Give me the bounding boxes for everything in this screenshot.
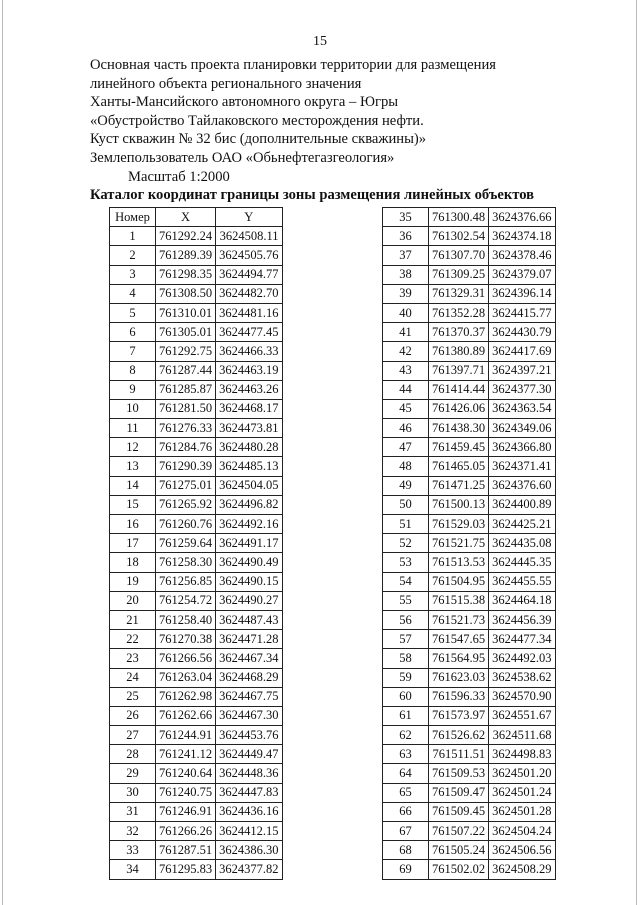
table-row [383, 841, 556, 860]
coord-y: 3624377.82 [216, 860, 282, 879]
coord-y: 3624490.49 [216, 553, 282, 572]
coord-x: 761258.40 [156, 610, 216, 629]
point-number: 18 [110, 553, 156, 572]
table-row [110, 726, 283, 745]
table-row [383, 591, 556, 610]
coord-x: 761426.06 [429, 399, 489, 418]
coord-y: 3624363.54 [489, 399, 555, 418]
coord-y: 3624480.28 [216, 438, 282, 457]
coord-y: 3624511.68 [489, 726, 555, 745]
table-row [383, 476, 556, 495]
point-number: 48 [383, 457, 429, 476]
coord-y: 3624506.56 [489, 841, 555, 860]
point-number: 58 [383, 649, 429, 668]
coord-x: 761529.03 [429, 515, 489, 534]
point-number: 34 [110, 860, 156, 879]
point-number: 30 [110, 783, 156, 802]
table-row [110, 227, 283, 246]
coord-y: 3624453.76 [216, 726, 282, 745]
coord-y: 3624490.27 [216, 591, 282, 610]
coord-x: 761295.83 [156, 860, 216, 879]
coord-y: 3624447.83 [216, 783, 282, 802]
point-number: 31 [110, 802, 156, 821]
point-number: 6 [110, 323, 156, 342]
point-number: 14 [110, 476, 156, 495]
point-number: 21 [110, 610, 156, 629]
point-number: 47 [383, 438, 429, 457]
point-number: 56 [383, 610, 429, 629]
point-number: 62 [383, 726, 429, 745]
table-row [383, 822, 556, 841]
coord-y: 3624448.36 [216, 764, 282, 783]
page-right-edge [636, 0, 637, 905]
coord-x: 761564.95 [429, 649, 489, 668]
coord-x: 761246.91 [156, 802, 216, 821]
coord-y: 3624378.46 [489, 246, 555, 265]
table-row [110, 342, 283, 361]
table-row [383, 534, 556, 553]
point-number: 26 [110, 706, 156, 725]
title-line-1: Основная часть проекта планировки территории для размещения [90, 57, 496, 73]
header-x: X [156, 208, 216, 227]
table-row [110, 706, 283, 725]
coord-y: 3624430.79 [489, 323, 555, 342]
point-number: 41 [383, 323, 429, 342]
coord-y: 3624481.16 [216, 303, 282, 322]
point-number: 43 [383, 361, 429, 380]
coord-x: 761513.53 [429, 553, 489, 572]
coord-x: 761281.50 [156, 399, 216, 418]
table-row [110, 822, 283, 841]
point-number: 35 [383, 208, 429, 227]
coord-y: 3624464.18 [489, 591, 555, 610]
point-number: 19 [110, 572, 156, 591]
table-row [110, 380, 283, 399]
point-number: 3 [110, 265, 156, 284]
table-row [110, 361, 283, 380]
table-row [383, 284, 556, 303]
coord-x: 761259.64 [156, 534, 216, 553]
table-row [110, 630, 283, 649]
page-left-edge [2, 0, 3, 905]
coord-y: 3624477.45 [216, 323, 282, 342]
table-row [110, 457, 283, 476]
point-number: 54 [383, 572, 429, 591]
coord-y: 3624376.66 [489, 208, 555, 227]
coord-x: 761254.72 [156, 591, 216, 610]
coord-y: 3624445.35 [489, 553, 555, 572]
coord-y: 3624501.24 [489, 783, 555, 802]
point-number: 38 [383, 265, 429, 284]
coord-y: 3624496.82 [216, 495, 282, 514]
coord-y: 3624551.67 [489, 706, 555, 725]
table-row [383, 783, 556, 802]
point-number: 28 [110, 745, 156, 764]
point-number: 46 [383, 419, 429, 438]
coord-x: 761240.64 [156, 764, 216, 783]
point-number: 67 [383, 822, 429, 841]
table-row [110, 591, 283, 610]
coord-x: 761300.48 [429, 208, 489, 227]
point-number: 44 [383, 380, 429, 399]
coord-x: 761287.44 [156, 361, 216, 380]
coordinates-right-body [383, 208, 556, 880]
table-row [383, 438, 556, 457]
coord-y: 3624468.17 [216, 399, 282, 418]
point-number: 29 [110, 764, 156, 783]
point-number: 39 [383, 284, 429, 303]
coord-y: 3624417.69 [489, 342, 555, 361]
coord-x: 761526.62 [429, 726, 489, 745]
coord-x: 761596.33 [429, 687, 489, 706]
point-number: 60 [383, 687, 429, 706]
coord-y: 3624412.15 [216, 822, 282, 841]
coord-x: 761275.01 [156, 476, 216, 495]
coord-y: 3624538.62 [489, 668, 555, 687]
catalog-title: Каталог координат границы зоны размещения линейных объектов [90, 187, 535, 204]
coord-y: 3624498.83 [489, 745, 555, 764]
point-number: 2 [110, 246, 156, 265]
table-row [383, 687, 556, 706]
coord-y: 3624501.20 [489, 764, 555, 783]
coord-x: 761380.89 [429, 342, 489, 361]
table-row [110, 534, 283, 553]
table-row [383, 419, 556, 438]
table-row [383, 361, 556, 380]
coord-x: 761289.39 [156, 246, 216, 265]
coordinates-left-body [110, 227, 283, 879]
coord-x: 761241.12 [156, 745, 216, 764]
title-line-6: Землепользователь ОАО «Обьнефтегазгеология» [90, 149, 395, 166]
point-number: 53 [383, 553, 429, 572]
document-header [90, 56, 570, 205]
point-number: 12 [110, 438, 156, 457]
point-number: 32 [110, 822, 156, 841]
coord-y: 3624468.29 [216, 668, 282, 687]
coord-x: 761511.51 [429, 745, 489, 764]
table-row [110, 265, 283, 284]
coord-x: 761509.53 [429, 764, 489, 783]
point-number: 4 [110, 284, 156, 303]
coord-x: 761352.28 [429, 303, 489, 322]
table-row [383, 457, 556, 476]
coord-x: 761292.75 [156, 342, 216, 361]
table-row [383, 860, 556, 879]
coord-x: 761276.33 [156, 419, 216, 438]
coord-x: 761459.45 [429, 438, 489, 457]
coord-x: 761310.01 [156, 303, 216, 322]
point-number: 49 [383, 476, 429, 495]
table-row [383, 706, 556, 725]
coord-y: 3624504.24 [489, 822, 555, 841]
table-row [110, 515, 283, 534]
table-row [383, 380, 556, 399]
title-line-2: линейного объекта регионального значения [90, 75, 362, 92]
point-number: 55 [383, 591, 429, 610]
coord-y: 3624435.08 [489, 534, 555, 553]
coord-y: 3624490.15 [216, 572, 282, 591]
coord-y: 3624371.41 [489, 457, 555, 476]
table-row [110, 802, 283, 821]
coord-y: 3624492.03 [489, 649, 555, 668]
coord-y: 3624487.43 [216, 610, 282, 629]
coord-y: 3624467.34 [216, 649, 282, 668]
title-line-5: Куст скважин № 32 бис (дополнительные скважины)» [90, 131, 427, 148]
table-row [110, 668, 283, 687]
coord-y: 3624477.34 [489, 630, 555, 649]
table-row [110, 419, 283, 438]
table-row [383, 342, 556, 361]
point-number: 15 [110, 495, 156, 514]
point-number: 36 [383, 227, 429, 246]
table-row [110, 246, 283, 265]
coord-y: 3624455.55 [489, 572, 555, 591]
coord-x: 761370.37 [429, 323, 489, 342]
coord-x: 761573.97 [429, 706, 489, 725]
coord-x: 761547.65 [429, 630, 489, 649]
table-row [110, 860, 283, 879]
coord-x: 761502.02 [429, 860, 489, 879]
coord-x: 761308.50 [156, 284, 216, 303]
point-number: 45 [383, 399, 429, 418]
coord-x: 761240.75 [156, 783, 216, 802]
coord-x: 761509.47 [429, 783, 489, 802]
point-number: 63 [383, 745, 429, 764]
coord-x: 761305.01 [156, 323, 216, 342]
table-row [110, 284, 283, 303]
coord-y: 3624397.21 [489, 361, 555, 380]
table-row [383, 553, 556, 572]
table-row [110, 841, 283, 860]
table-row [383, 726, 556, 745]
point-number: 59 [383, 668, 429, 687]
table-row [110, 553, 283, 572]
coord-y: 3624436.16 [216, 802, 282, 821]
table-header-row [110, 208, 283, 227]
coord-x: 761262.98 [156, 687, 216, 706]
point-number: 1 [110, 227, 156, 246]
coord-x: 761329.31 [429, 284, 489, 303]
coord-x: 761509.45 [429, 802, 489, 821]
point-number: 64 [383, 764, 429, 783]
table-row [383, 745, 556, 764]
coord-y: 3624473.81 [216, 419, 282, 438]
point-number: 52 [383, 534, 429, 553]
coord-y: 3624467.75 [216, 687, 282, 706]
point-number: 68 [383, 841, 429, 860]
table-row [110, 649, 283, 668]
title-line-3: Ханты-Мансийского автономного округа – Югры [90, 94, 399, 111]
coord-x: 761284.76 [156, 438, 216, 457]
coord-y: 3624504.05 [216, 476, 282, 495]
table-row [110, 495, 283, 514]
coord-x: 761265.92 [156, 495, 216, 514]
coord-x: 761505.24 [429, 841, 489, 860]
coord-y: 3624501.28 [489, 802, 555, 821]
table-row [383, 802, 556, 821]
point-number: 5 [110, 303, 156, 322]
table-row [383, 668, 556, 687]
coord-y: 3624466.33 [216, 342, 282, 361]
coord-x: 761266.56 [156, 649, 216, 668]
point-number: 7 [110, 342, 156, 361]
point-number: 50 [383, 495, 429, 514]
coord-x: 761521.75 [429, 534, 489, 553]
point-number: 13 [110, 457, 156, 476]
table-row [110, 438, 283, 457]
coord-y: 3624456.39 [489, 610, 555, 629]
point-number: 37 [383, 246, 429, 265]
coord-y: 3624425.21 [489, 515, 555, 534]
coord-y: 3624570.90 [489, 687, 555, 706]
coord-y: 3624463.26 [216, 380, 282, 399]
point-number: 69 [383, 860, 429, 879]
coord-x: 761262.66 [156, 706, 216, 725]
coord-x: 761302.54 [429, 227, 489, 246]
table-row [383, 610, 556, 629]
coord-x: 761244.91 [156, 726, 216, 745]
coord-y: 3624376.60 [489, 476, 555, 495]
header-number: Номер [110, 208, 156, 227]
coord-x: 761292.24 [156, 227, 216, 246]
coord-x: 761263.04 [156, 668, 216, 687]
coord-x: 761500.13 [429, 495, 489, 514]
coordinates-table-left [109, 207, 283, 880]
coord-y: 3624396.14 [489, 284, 555, 303]
table-row [110, 764, 283, 783]
coord-x: 761465.05 [429, 457, 489, 476]
coord-x: 761266.26 [156, 822, 216, 841]
header-y: Y [216, 208, 282, 227]
page-number: 15 [313, 34, 327, 49]
coord-x: 761414.44 [429, 380, 489, 399]
coord-x: 761521.73 [429, 610, 489, 629]
coord-y: 3624349.06 [489, 419, 555, 438]
point-number: 40 [383, 303, 429, 322]
table-row [383, 323, 556, 342]
table-row [383, 227, 556, 246]
point-number: 16 [110, 515, 156, 534]
coord-y: 3624449.47 [216, 745, 282, 764]
table-row [383, 572, 556, 591]
table-row [110, 476, 283, 495]
table-row [383, 208, 556, 227]
table-row [110, 572, 283, 591]
point-number: 42 [383, 342, 429, 361]
table-row [110, 783, 283, 802]
point-number: 27 [110, 726, 156, 745]
table-row [383, 764, 556, 783]
coord-y: 3624366.80 [489, 438, 555, 457]
table-row [110, 687, 283, 706]
coord-y: 3624463.19 [216, 361, 282, 380]
coord-y: 3624508.11 [216, 227, 282, 246]
table-row [110, 745, 283, 764]
coord-y: 3624471.28 [216, 630, 282, 649]
point-number: 61 [383, 706, 429, 725]
coord-x: 761471.25 [429, 476, 489, 495]
coord-y: 3624400.89 [489, 495, 555, 514]
point-number: 22 [110, 630, 156, 649]
coord-x: 761270.38 [156, 630, 216, 649]
coord-x: 761285.87 [156, 380, 216, 399]
table-row [383, 303, 556, 322]
point-number: 10 [110, 399, 156, 418]
point-number: 66 [383, 802, 429, 821]
coord-x: 761438.30 [429, 419, 489, 438]
coord-x: 761515.38 [429, 591, 489, 610]
table-row [383, 630, 556, 649]
point-number: 65 [383, 783, 429, 802]
point-number: 9 [110, 380, 156, 399]
table-row [110, 323, 283, 342]
point-number: 57 [383, 630, 429, 649]
coord-y: 3624386.30 [216, 841, 282, 860]
coord-y: 3624491.17 [216, 534, 282, 553]
table-row [383, 649, 556, 668]
table-row [110, 303, 283, 322]
point-number: 11 [110, 419, 156, 438]
point-number: 17 [110, 534, 156, 553]
coord-x: 761397.71 [429, 361, 489, 380]
scale-label: Масштаб 1:2000 [128, 168, 230, 185]
coord-y: 3624377.30 [489, 380, 555, 399]
coord-y: 3624379.07 [489, 265, 555, 284]
coord-y: 3624485.13 [216, 457, 282, 476]
coord-y: 3624467.30 [216, 706, 282, 725]
table-row [383, 515, 556, 534]
coord-y: 3624494.77 [216, 265, 282, 284]
point-number: 23 [110, 649, 156, 668]
coord-x: 761256.85 [156, 572, 216, 591]
coord-y: 3624482.70 [216, 284, 282, 303]
table-row [110, 399, 283, 418]
coord-x: 761623.03 [429, 668, 489, 687]
point-number: 24 [110, 668, 156, 687]
coord-x: 761309.25 [429, 265, 489, 284]
coord-x: 761290.39 [156, 457, 216, 476]
table-row [383, 495, 556, 514]
table-row [110, 610, 283, 629]
point-number: 25 [110, 687, 156, 706]
coord-x: 761307.70 [429, 246, 489, 265]
coord-x: 761504.95 [429, 572, 489, 591]
coordinates-table-right [382, 207, 556, 880]
coord-y: 3624374.18 [489, 227, 555, 246]
table-row [383, 265, 556, 284]
coord-y: 3624415.77 [489, 303, 555, 322]
point-number: 8 [110, 361, 156, 380]
point-number: 20 [110, 591, 156, 610]
point-number: 33 [110, 841, 156, 860]
table-row [383, 246, 556, 265]
table-row [383, 399, 556, 418]
coord-y: 3624505.76 [216, 246, 282, 265]
coord-x: 761507.22 [429, 822, 489, 841]
coord-x: 761287.51 [156, 841, 216, 860]
coord-y: 3624508.29 [489, 860, 555, 879]
coord-x: 761298.35 [156, 265, 216, 284]
coord-x: 761260.76 [156, 515, 216, 534]
coord-x: 761258.30 [156, 553, 216, 572]
coord-y: 3624492.16 [216, 515, 282, 534]
point-number: 51 [383, 515, 429, 534]
title-line-4: «Обустройство Тайлаковского месторождения нефти. [90, 112, 424, 129]
